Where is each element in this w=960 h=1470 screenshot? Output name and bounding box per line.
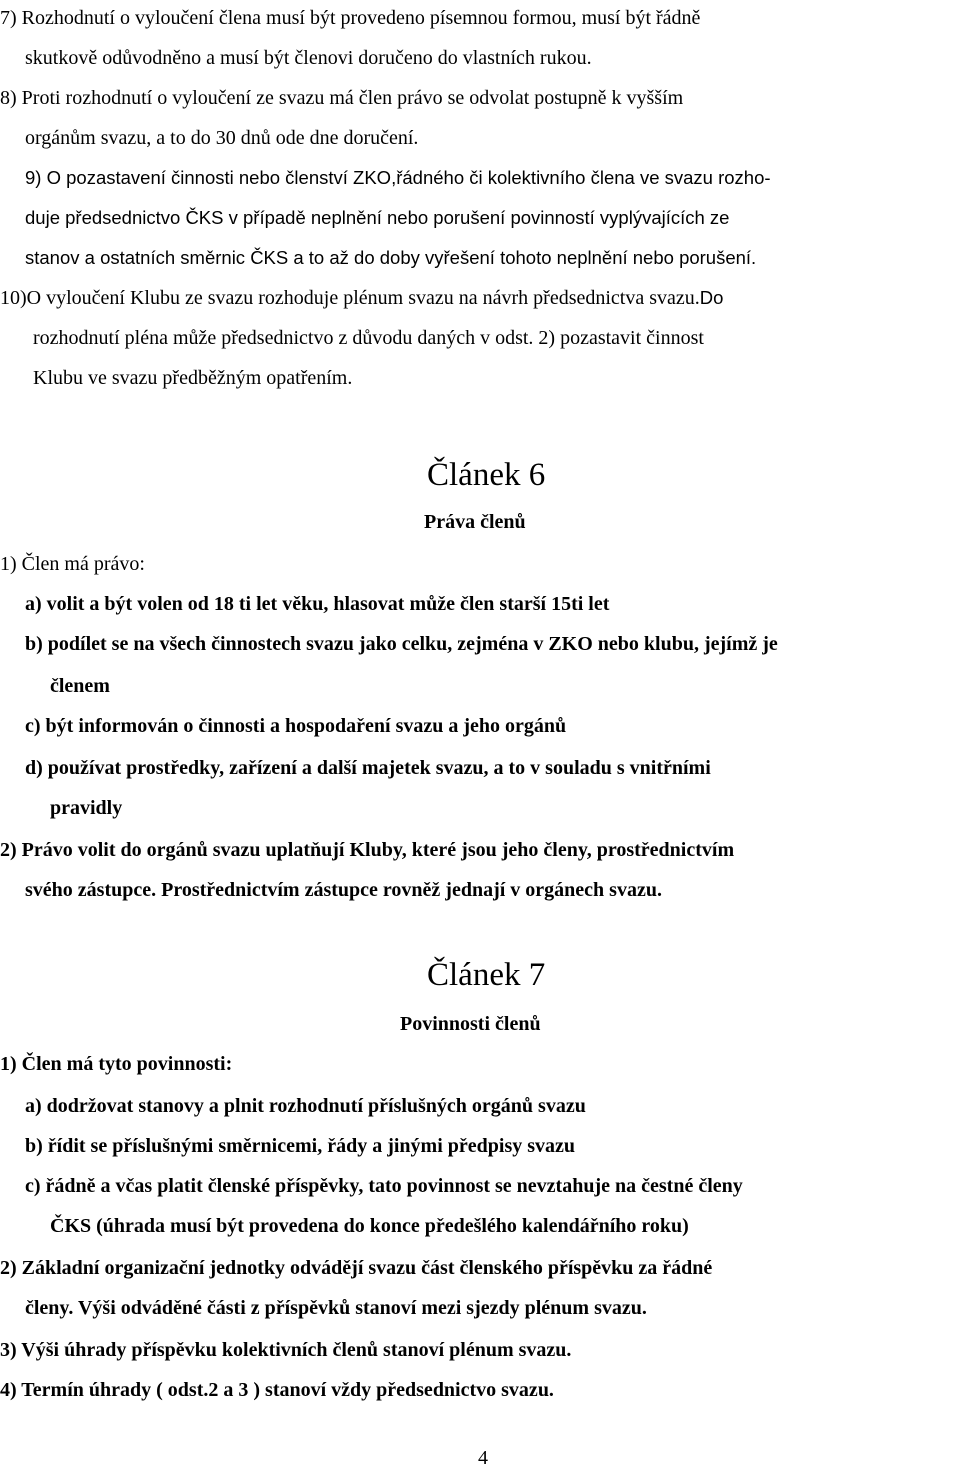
paragraph-10-line-1-text: 10)O vyloučení Klubu ze svazu rozhoduje plénum svazu na návrh předsednictva svazu. [0,287,700,309]
article-7-line-1: 1) Člen má tyto povinnosti: [0,1053,233,1075]
article-6-item-b-line-1: b) podílet se na všech činnostech svazu jako celku, zejména v ZKO nebo klubu, jejímž je [25,633,778,655]
paragraph-8-line-2: orgánům svazu, a to do 30 dnů ode dne doručení. [25,127,419,149]
article-6-item-a: a) volit a být volen od 18 ti let věku, hlasovat může člen starší 15ti let [25,593,610,615]
article-7-item-c-line-1: c) řádně a včas platit členské příspěvky, tato povinnost se nevztahuje na čestné členy [25,1175,743,1197]
article-7-paragraph-4: 4) Termín úhrady ( odst.2 a 3 ) stanoví vždy předsednictvo svazu. [0,1379,554,1401]
paragraph-7-line-1: 7) Rozhodnutí o vyloučení člena musí být provedeno písemnou formou, musí být řádně [0,7,701,29]
article-7-item-a: a) dodržovat stanovy a plnit rozhodnutí příslušných orgánů svazu [25,1095,586,1117]
article-7-item-b: b) řídit se příslušnými směrnicemi, řády a jinými předpisy svazu [25,1135,576,1157]
article-7-subheading: Povinnosti členů [400,1013,541,1035]
paragraph-8-line-1: 8) Proti rozhodnutí o vyloučení ze svazu má člen právo se odvolat postupně k vyšším [0,87,684,109]
paragraph-10-line-2: rozhodnutí pléna může předsednictvo z důvodu daných v odst. 2) pozastavit činnost [33,327,704,349]
article-6-item-b-line-2: členem [50,675,110,697]
article-6-item-d-line-1: d) používat prostředky, zařízení a další majetek svazu, a to v souladu s vnitřními [25,757,711,779]
paragraph-9-line-3: stanov a ostatních směrnic ČKS a to až do doby vyřešení tohoto neplnění nebo porušení. [25,247,757,268]
article-6-paragraph-2-line-1: 2) Právo volit do orgánů svazu uplatňují Kluby, které jsou jeho členy, prostřednictvím [0,839,735,861]
article-6-line-1: 1) Člen má právo: [0,553,145,575]
paragraph-7-line-2: skutkově odůvodněno a musí být členovi doručeno do vlastních rukou. [25,47,592,69]
article-6-subheading: Práva členů [424,511,526,533]
paragraph-10-line-3: Klubu ve svazu předběžným opatřením. [33,367,353,389]
article-7-item-c-line-2: ČKS (úhrada musí být provedena do konce předešlého kalendářního roku) [50,1215,689,1237]
article-7-paragraph-2-line-1: 2) Základní organizační jednotky odvádějí svazu část členského příspěvku za řádné [0,1257,713,1279]
paragraph-9-line-1: 9) O pozastavení činnosti nebo členství ZKO,řádného či kolektivního člena ve svazu rozho- [25,167,771,188]
article-6-item-c: c) být informován o činnosti a hospodaření svazu a jeho orgánů [25,715,567,737]
article-6-paragraph-2-line-2: svého zástupce. Prostřednictvím zástupce rovněž jednají v orgánech svazu. [25,879,662,901]
article-7-paragraph-3: 3) Výši úhrady příspěvku kolektivních členů stanoví plénum svazu. [0,1339,572,1361]
paragraph-10-line-1-tail: Do [699,287,724,308]
article-6-heading: Článek 6 [427,457,546,493]
article-7-heading: Článek 7 [427,957,546,993]
paragraph-9-line-2: duje předsednictvo ČKS v případě neplnění nebo porušení povinností vyplývajících ze [25,207,730,228]
paragraph-10-line-1 [0,286,723,310]
article-7-paragraph-2-line-2: členy. Výši odváděné části z příspěvků stanoví mezi sjezdy plénum svazu. [25,1297,647,1319]
article-6-item-d-line-2: pravidly [50,797,123,819]
page-number: 4 [478,1447,488,1469]
